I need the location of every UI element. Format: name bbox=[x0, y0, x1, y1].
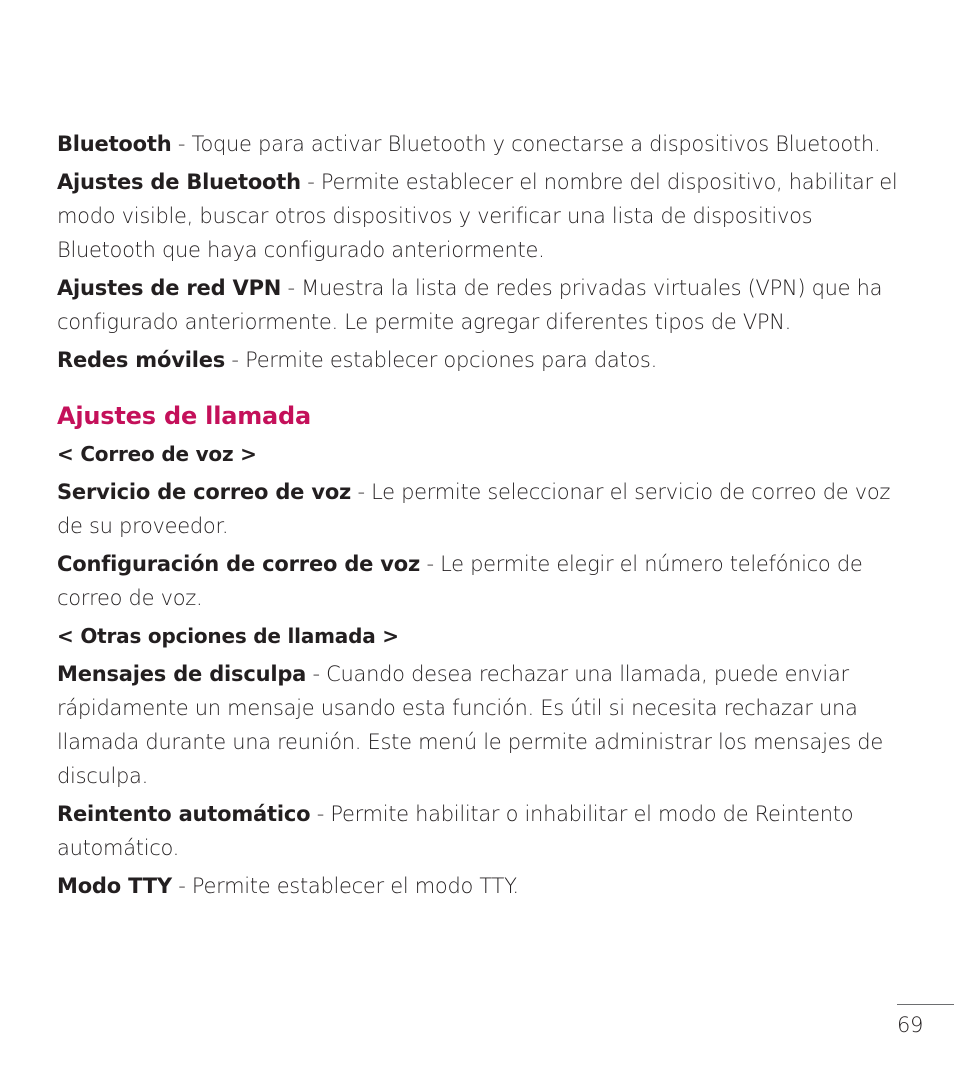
page-number: 69 bbox=[897, 1013, 924, 1037]
desc-voicemail-config: - Le permite elegir el número telefónico de correo de voz. bbox=[57, 552, 863, 610]
paragraph-auto-retry bbox=[57, 797, 902, 865]
paragraph-excuse-messages bbox=[57, 657, 902, 793]
page-content bbox=[57, 127, 902, 907]
term-voicemail-config: Configuración de correo de voz bbox=[57, 552, 421, 576]
term-excuse-messages: Mensajes de disculpa bbox=[57, 662, 307, 686]
paragraph-vpn-settings bbox=[57, 271, 902, 339]
term-bluetooth-settings: Ajustes de Bluetooth bbox=[57, 170, 301, 194]
desc-bluetooth-settings: - Permite establecer el nombre del dispositivo, habilitar el modo visible, buscar otros dispositivos y verificar una lista de dispositivos Bluetooth que haya configurado anteriormente. bbox=[57, 170, 898, 262]
section-heading: Ajustes de llamada bbox=[57, 402, 312, 430]
desc-tty-mode: - Permite establecer el modo TTY. bbox=[171, 874, 519, 898]
footer-rule bbox=[897, 1004, 954, 1005]
desc-bluetooth: - Toque para activar Bluetooth y conectarse a dispositivos Bluetooth. bbox=[171, 132, 881, 156]
paragraph-bluetooth-settings bbox=[57, 165, 902, 267]
term-vpn-settings: Ajustes de red VPN bbox=[57, 276, 282, 300]
term-voicemail-service: Servicio de correo de voz bbox=[57, 480, 352, 504]
paragraph-voicemail-config bbox=[57, 547, 902, 615]
desc-vpn-settings: - Muestra la lista de redes privadas virtuales (VPN) que ha configurado anteriormente. Le permite agregar diferentes tipos de VPN. bbox=[57, 276, 883, 334]
desc-excuse-messages: - Cuando desea rechazar una llamada, puede enviar rápidamente un mensaje usando esta función. Es útil si necesita rechazar una llamada durante una reunión. Este menú le permite administrar los mensajes de disculpa. bbox=[57, 662, 883, 788]
term-bluetooth: Bluetooth bbox=[57, 132, 172, 156]
paragraph-bluetooth bbox=[57, 127, 902, 161]
desc-voicemail-service: - Le permite seleccionar el servicio de correo de voz de su proveedor. bbox=[57, 480, 891, 538]
term-auto-retry: Reintento automático bbox=[57, 802, 311, 826]
term-mobile-networks: Redes móviles bbox=[57, 348, 226, 372]
subheading-other-call-options: < Otras opciones de llamada > bbox=[57, 624, 399, 648]
paragraph-tty-mode bbox=[57, 869, 902, 903]
paragraph-mobile-networks bbox=[57, 343, 902, 377]
desc-auto-retry: - Permite habilitar o inhabilitar el modo de Reintento automático. bbox=[57, 802, 854, 860]
paragraph-voicemail-service bbox=[57, 475, 902, 543]
subheading-voicemail: < Correo de voz > bbox=[57, 442, 257, 466]
desc-mobile-networks: - Permite establecer opciones para datos. bbox=[225, 348, 657, 372]
term-tty-mode: Modo TTY bbox=[57, 874, 172, 898]
